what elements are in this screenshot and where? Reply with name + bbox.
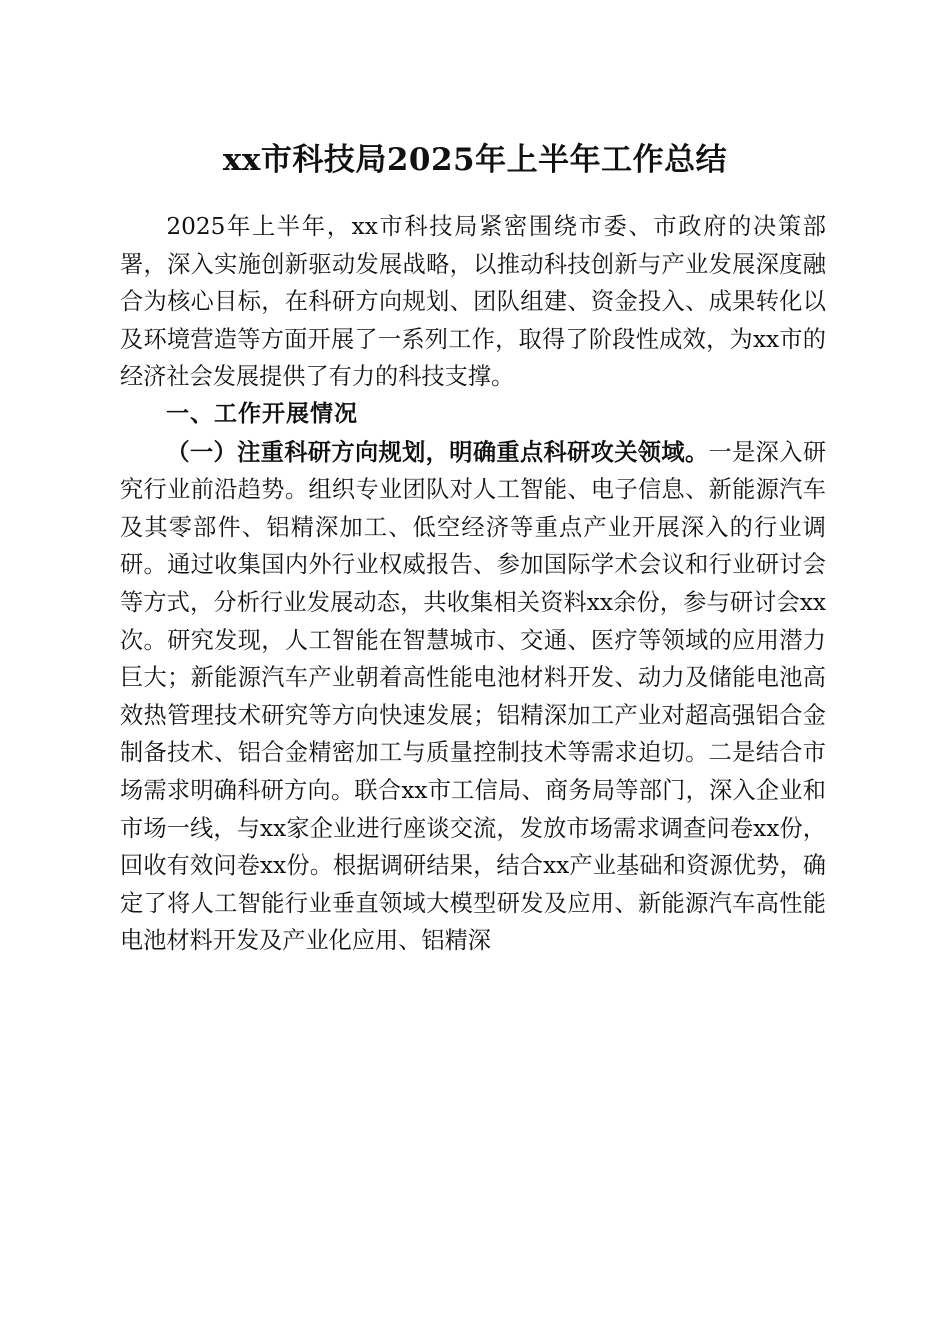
intro-paragraph: 2025年上半年，xx市科技局紧密围绕市委、市政府的决策部署，深入实施创新驱动发展战略，以推动科技创新与产业发展深度融合为核心目标，在科研方向规划、团队组建、资金投入、成果转化以及环境营造等方面开展了一系列工作，取得了阶段性成效，为xx市的经济社会发展提供了有力的科技支撑。 bbox=[120, 213, 826, 391]
document-body bbox=[120, 208, 826, 960]
document-title: xx市科技局2025年上半年工作总结 bbox=[222, 142, 728, 178]
section-heading: 一、工作开展情况 bbox=[166, 400, 358, 427]
subsection-heading: （一）注重科研方向规划，明确重点科研攻关领域。 bbox=[166, 438, 709, 466]
subsection-paragraph bbox=[120, 434, 826, 960]
subsection-text: 一是深入研究行业前沿趋势。组织专业团队对人工智能、电子信息、新能源汽车及其零部件、铝精深加工、低空经济等重点产业开展深入的行业调研。通过收集国内外行业权威报告、参加国际学术会议和行业研讨会等方式，分析行业发展动态，共收集相关资料xx余份，参与研讨会xx次。研究发现，人工智能在智慧城市、交通、医疗等领域的应用潜力巨大；新能源汽车产业朝着高性能电池材料开发、动力及储能电池高效热管理技术研究等方向快速发展；铝精深加工产业对超高强铝合金制备技术、铝合金精密加工与质量控制技术等需求迫切。二是结合市场需求明确科研方向。联合xx市工信局、商务局等部门，深入企业和市场一线，与xx家企业进行座谈交流，发放市场需求调查问卷xx份，回收有效问卷xx份。根据调研结果，结合xx产业基础和资源优势，确定了将人工智能行业垂直领域大模型研发及应用、新能源汽车高性能电池材料开发及产业化应用、铝精深 bbox=[120, 438, 827, 955]
